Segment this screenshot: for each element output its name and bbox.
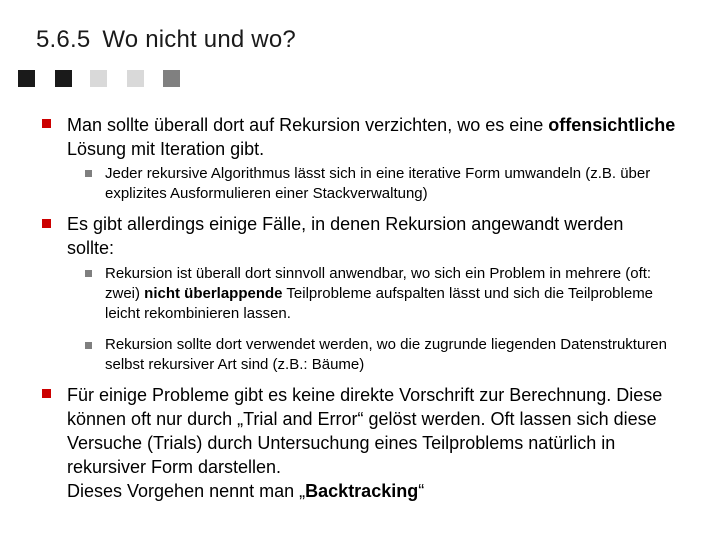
bullet-2-text: Es gibt allerdings einige Fälle, in denen Rekursion angewandt werden sollte: bbox=[67, 214, 624, 258]
square-1 bbox=[18, 70, 35, 87]
bullet-3-line2-post: “ bbox=[418, 481, 425, 501]
square-3 bbox=[90, 70, 107, 87]
square-5 bbox=[163, 70, 180, 87]
sub-bullet-marker bbox=[85, 270, 92, 277]
sub-bullet-marker bbox=[85, 342, 92, 349]
bullet-3-text bbox=[67, 383, 692, 503]
bullet-3-line2-pre: Dieses Vorgehen nennt man „ bbox=[67, 481, 306, 501]
square-2 bbox=[55, 70, 72, 87]
sub-bullet-marker bbox=[85, 170, 92, 177]
bullet-marker bbox=[42, 219, 51, 228]
bullet-2-sub-1-pre: Rekursion ist überall dort sinnvoll anwendbar, wo sich ein Problem in mehrere (oft: zwei) bbox=[105, 265, 652, 302]
bullet-2-sub-1-bold: nicht überlappende bbox=[144, 285, 283, 302]
section-number: 5.6.5 bbox=[36, 26, 91, 53]
bullet-2-sub-1 bbox=[105, 264, 675, 324]
title-text: Wo nicht und wo? bbox=[102, 26, 296, 53]
bullet-1-text bbox=[67, 113, 697, 161]
bullet-marker bbox=[42, 389, 51, 398]
bullet-1-sub-1: Jeder rekursive Algorithmus lässt sich in eine iterative Form umwandeln (z.B. über explizites Ausformulieren einer Stackverwaltung) bbox=[105, 165, 651, 202]
bullet-3-line2-bold: Backtracking bbox=[305, 481, 419, 501]
bullet-3-line2 bbox=[67, 479, 692, 503]
square-4 bbox=[127, 70, 144, 87]
bullet-2-sub-2: Rekursion sollte dort verwendet werden, wo die zugrunde liegenden Datenstrukturen selbst rekursiver Art sind (z.B.: Bäume) bbox=[105, 336, 667, 373]
bullet-1-bold: offensichtliche bbox=[548, 115, 676, 135]
bullet-1-pre: Man sollte überall dort auf Rekursion verzichten, wo es eine bbox=[67, 115, 549, 135]
bullet-2-sub-1-post: Teilprobleme aufspalten lässt und sich die Teilprobleme leicht rekombinieren lassen. bbox=[105, 285, 654, 322]
bullet-marker bbox=[42, 119, 51, 128]
bullet-1-post: Lösung mit Iteration gibt. bbox=[67, 139, 265, 159]
bullet-3-main: Für einige Probleme gibt es keine direkte Vorschrift zur Berechnung. Diese können oft nur durch „Trial and Error“ gelöst werden. Oft lassen sich diese Versuche (Trials) durch Untersuchung eines Teilproblems natürlich in rekursiver Form darstellen. bbox=[67, 385, 663, 477]
slide-title bbox=[36, 26, 296, 54]
